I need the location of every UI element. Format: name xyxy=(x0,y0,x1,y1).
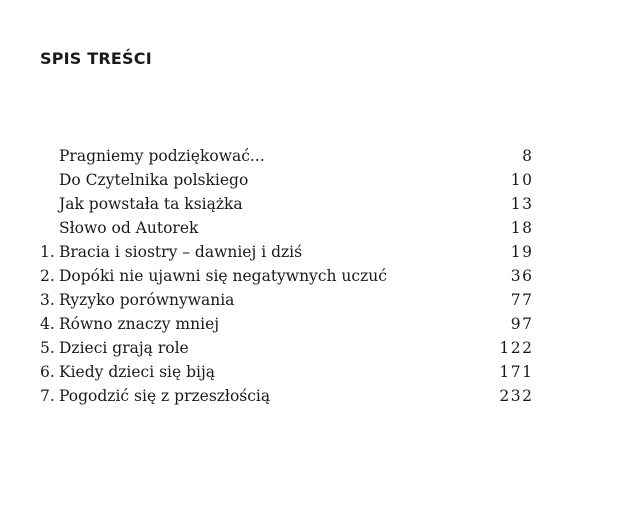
toc-entry-title: Dzieci grają role xyxy=(59,339,189,357)
toc-entry xyxy=(40,168,532,192)
toc-entry xyxy=(40,360,532,384)
toc-entry xyxy=(40,144,532,168)
toc-entry-title: Dopóki nie ujawni się negatywnych uczuć xyxy=(59,267,387,285)
toc-entry-title: Jak powstała ta książka xyxy=(59,195,243,213)
toc-entry-number: 3. xyxy=(40,291,55,309)
toc-entry-title: Ryzyko porównywania xyxy=(59,291,235,309)
toc-entry-title: Do Czytelnika polskiego xyxy=(59,171,249,189)
toc-entry-title: Bracia i siostry – dawniej i dziś xyxy=(59,243,303,261)
toc-entry xyxy=(40,240,532,264)
table-of-contents xyxy=(40,144,532,408)
toc-entry-title: Równo znaczy mniej xyxy=(59,315,220,333)
toc-entry-page: 171 xyxy=(499,363,534,381)
toc-entry-page: 8 xyxy=(522,147,534,165)
toc-entry-page: 122 xyxy=(499,339,534,357)
toc-entry-page: 13 xyxy=(510,195,534,213)
toc-entry xyxy=(40,288,532,312)
toc-entry-number: 4. xyxy=(40,315,55,333)
page-title: SPIS TREŚCI xyxy=(40,49,152,68)
toc-entry-title: Pogodzić się z przeszłością xyxy=(59,387,271,405)
toc-entry-page: 36 xyxy=(510,267,534,285)
toc-entry-number: 6. xyxy=(40,363,55,381)
toc-entry xyxy=(40,312,532,336)
toc-entry-page: 18 xyxy=(510,219,534,237)
toc-entry-page: 77 xyxy=(510,291,534,309)
toc-entry xyxy=(40,336,532,360)
toc-entry xyxy=(40,264,532,288)
toc-entry-number: 5. xyxy=(40,339,55,357)
toc-entry-page: 232 xyxy=(499,387,534,405)
toc-entry-page: 19 xyxy=(510,243,534,261)
toc-entry-page: 10 xyxy=(510,171,534,189)
toc-entry-number: 2. xyxy=(40,267,55,285)
toc-entry-page: 97 xyxy=(510,315,534,333)
toc-entry-number: 7. xyxy=(40,387,55,405)
toc-entry-title: Pragniemy podziękować... xyxy=(59,147,265,165)
toc-entry-number: 1. xyxy=(40,243,55,261)
toc-entry xyxy=(40,384,532,408)
toc-entry-title: Słowo od Autorek xyxy=(59,219,199,237)
toc-entry xyxy=(40,216,532,240)
toc-entry xyxy=(40,192,532,216)
toc-entry-title: Kiedy dzieci się biją xyxy=(59,363,216,381)
